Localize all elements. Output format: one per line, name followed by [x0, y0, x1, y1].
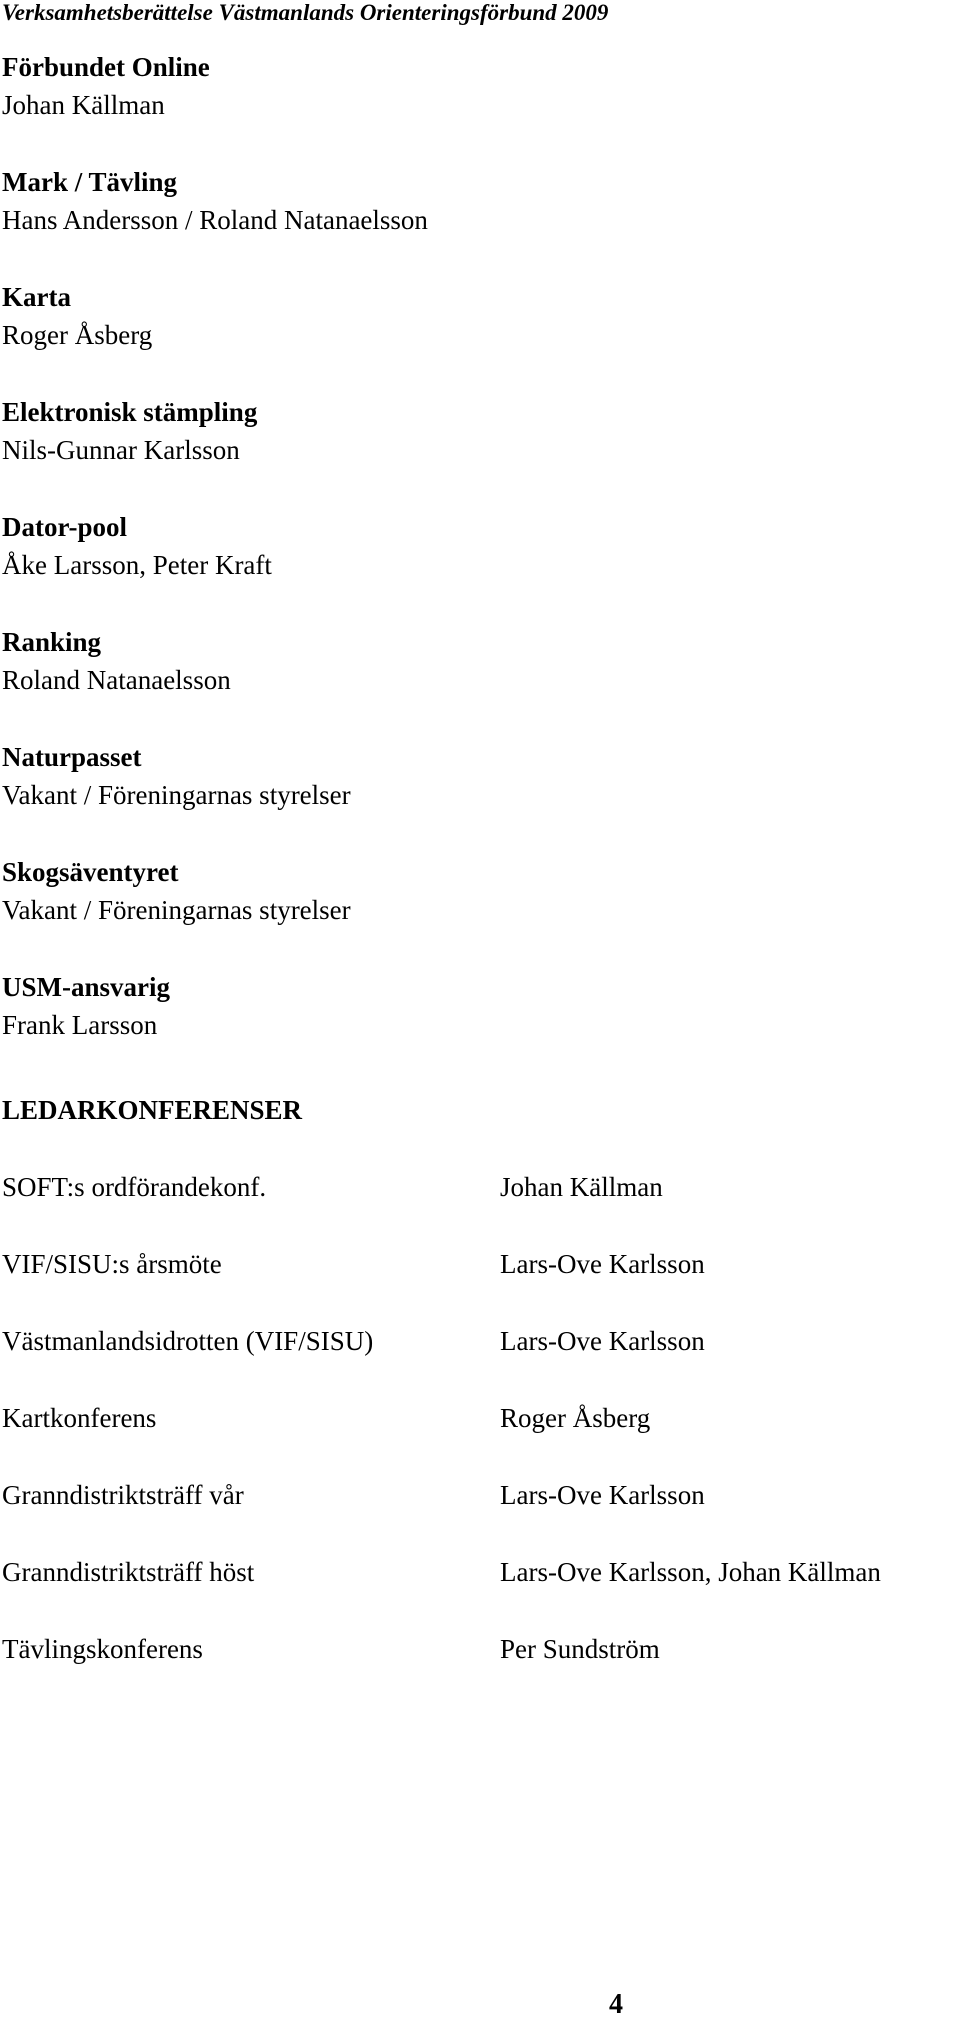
section-mark-tavling [2, 163, 902, 278]
section-dator-pool [2, 508, 902, 623]
conference-row [2, 1245, 958, 1322]
section-usm-ansvarig [2, 968, 902, 1083]
conference-person: Lars-Ove Karlsson [500, 1249, 705, 1279]
conference-row [2, 1322, 958, 1399]
conference-row [2, 1399, 958, 1476]
conference-person: Lars-Ove Karlsson, Johan Källman [500, 1557, 881, 1587]
conference-person: Lars-Ove Karlsson [500, 1326, 705, 1356]
section-title: Skogsäventyret [2, 857, 179, 887]
conference-name: SOFT:s ordförandekonf. [2, 1172, 267, 1202]
conference-row [2, 1553, 958, 1630]
section-title: Karta [2, 282, 71, 312]
section-karta [2, 278, 902, 393]
conference-name: Granndistriktsträff vår [2, 1480, 244, 1510]
section-naturpasset [2, 738, 902, 853]
responsibility-list [2, 48, 902, 1083]
conference-person: Lars-Ove Karlsson [500, 1480, 705, 1510]
page-header: Verksamhetsberättelse Västmanlands Orienteringsförbund 2009 [2, 0, 609, 25]
section-person: Åke Larsson, Peter Kraft [2, 550, 272, 580]
conference-person: Johan Källman [500, 1172, 663, 1202]
page-number: 4 [609, 1989, 623, 2020]
section-title: Elektronisk stämpling [2, 397, 258, 427]
section-title: Naturpasset [2, 742, 142, 772]
conferences-table [2, 1168, 958, 1707]
section-person: Roland Natanaelsson [2, 665, 231, 695]
conference-name: Kartkonferens [2, 1403, 157, 1433]
conference-name: Tävlingskonferens [2, 1634, 203, 1664]
section-person: Vakant / Föreningarnas styrelser [2, 780, 351, 810]
conference-row [2, 1630, 958, 1707]
conference-person: Roger Åsberg [500, 1403, 651, 1433]
section-person: Vakant / Föreningarnas styrelser [2, 895, 351, 925]
section-person: Nils-Gunnar Karlsson [2, 435, 240, 465]
conference-row [2, 1476, 958, 1553]
conference-row [2, 1168, 958, 1245]
conference-name: VIF/SISU:s årsmöte [2, 1249, 222, 1279]
section-person: Frank Larsson [2, 1010, 158, 1040]
section-ranking [2, 623, 902, 738]
section-title: Mark / Tävling [2, 167, 178, 197]
section-person: Johan Källman [2, 90, 165, 120]
conferences-heading: LEDARKONFERENSER [2, 1095, 303, 1125]
section-title: USM-ansvarig [2, 972, 170, 1002]
section-elektronisk-stampling [2, 393, 902, 508]
section-person: Roger Åsberg [2, 320, 153, 350]
section-title: Ranking [2, 627, 102, 657]
section-title: Dator-pool [2, 512, 127, 542]
section-person: Hans Andersson / Roland Natanaelsson [2, 205, 428, 235]
section-forbundet-online [2, 48, 902, 163]
section-title: Förbundet Online [2, 52, 210, 82]
conference-person: Per Sundström [500, 1634, 660, 1664]
section-skogsaventyret [2, 853, 902, 968]
conference-name: Västmanlandsidrotten (VIF/SISU) [2, 1326, 374, 1356]
conference-name: Granndistriktsträff höst [2, 1557, 255, 1587]
